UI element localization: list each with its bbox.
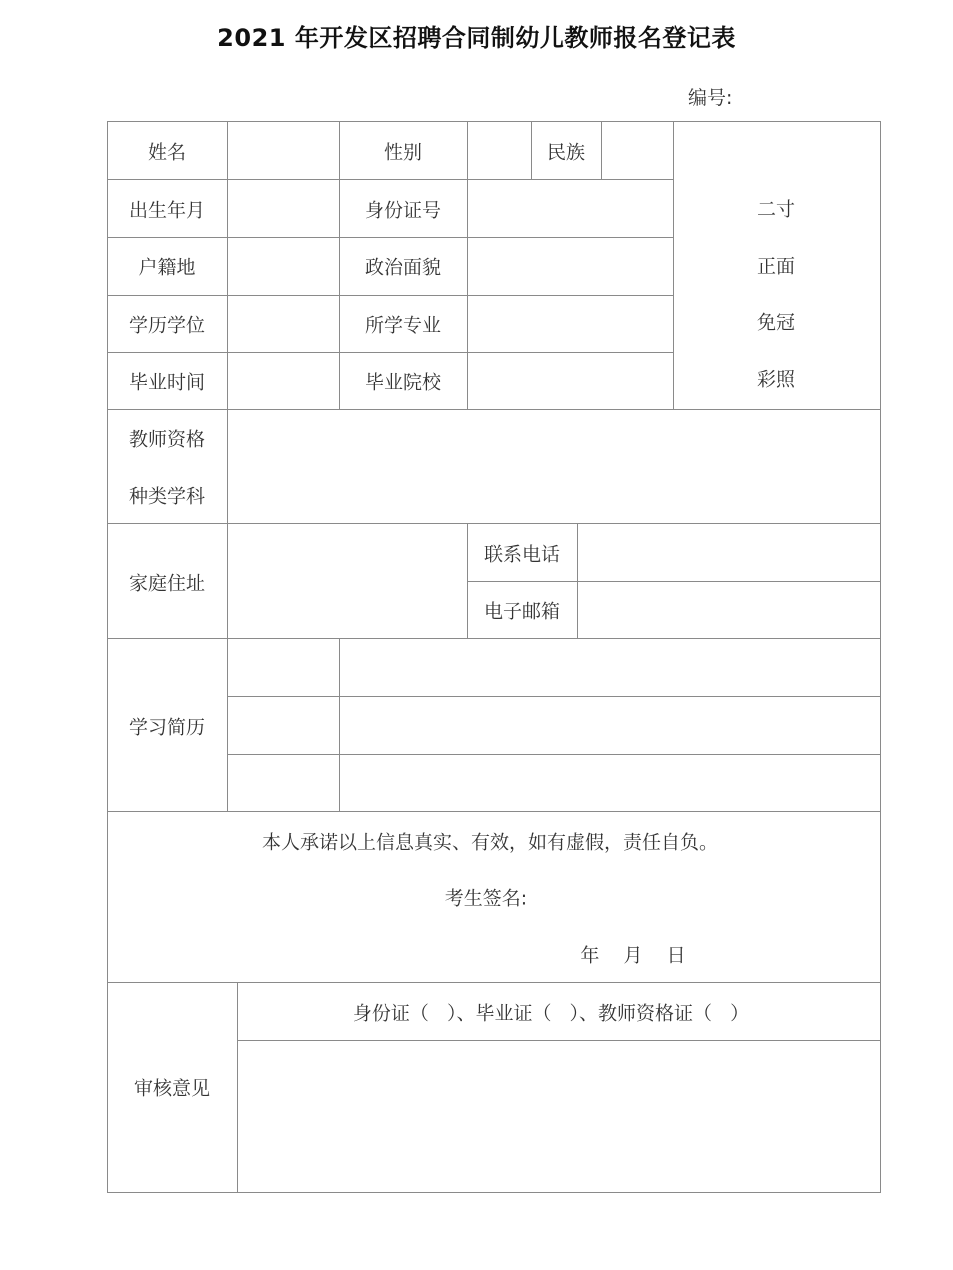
col-divider (467, 121, 468, 409)
label-major: 所学专业 (364, 314, 442, 337)
form-title: 2021 年开发区招聘合同制幼儿教师报名登记表 (217, 24, 736, 52)
col-divider (339, 638, 340, 811)
review-documents: 身份证（ ）、毕业证（ ）、教师资格证（ ） (352, 1002, 750, 1025)
label-cert-line-2: 种类学科 (128, 485, 206, 508)
label-cert-line-1: 教师资格 (128, 428, 206, 451)
label-birth: 出生年月 (128, 199, 206, 222)
photo-line-1: 二寸 (756, 198, 796, 221)
label-political: 政治面貌 (364, 256, 442, 279)
label-study-history: 学习简历 (128, 716, 206, 739)
row-divider (107, 409, 881, 410)
label-address: 家庭住址 (128, 572, 206, 595)
table-border-top (107, 121, 881, 122)
table-border-right (880, 121, 881, 1193)
col-divider (227, 121, 228, 811)
row-divider (227, 754, 881, 755)
row-divider (227, 696, 881, 697)
pledge-statement: 本人承诺以上信息真实、有效，如有虚假，责任自负。 (261, 831, 719, 854)
row-divider (237, 1040, 881, 1041)
label-hukou: 户籍地 (138, 256, 196, 279)
col-divider (673, 121, 674, 409)
row-divider (107, 295, 673, 296)
col-divider (601, 121, 602, 179)
label-gender: 性别 (383, 141, 423, 164)
label-education: 学历学位 (128, 314, 206, 337)
label-grad-time: 毕业时间 (128, 371, 206, 394)
row-divider (467, 581, 881, 582)
photo-line-3: 免冠 (756, 311, 796, 334)
label-id-number: 身份证号 (364, 199, 442, 222)
form-number-label: 编号: (688, 87, 733, 109)
col-divider (237, 982, 238, 1193)
row-divider (107, 523, 881, 524)
label-phone: 联系电话 (483, 543, 561, 566)
table-border-left (107, 121, 108, 1193)
date-label: 年 月 日 (580, 944, 686, 967)
row-divider (107, 179, 673, 180)
row-divider (107, 811, 881, 812)
row-divider (107, 352, 673, 353)
photo-line-2: 正面 (756, 255, 796, 278)
row-divider (107, 638, 881, 639)
label-grad-school: 毕业院校 (364, 371, 442, 394)
label-name: 姓名 (147, 141, 187, 164)
label-ethnicity: 民族 (546, 141, 586, 164)
row-divider (107, 982, 881, 983)
signature-label: 考生签名: (444, 887, 528, 910)
table-border-bottom (107, 1192, 881, 1193)
photo-line-4: 彩照 (756, 368, 796, 391)
col-divider (531, 121, 532, 179)
label-email: 电子邮箱 (483, 600, 561, 623)
col-divider (339, 121, 340, 409)
label-review: 审核意见 (133, 1077, 211, 1100)
row-divider (107, 237, 673, 238)
